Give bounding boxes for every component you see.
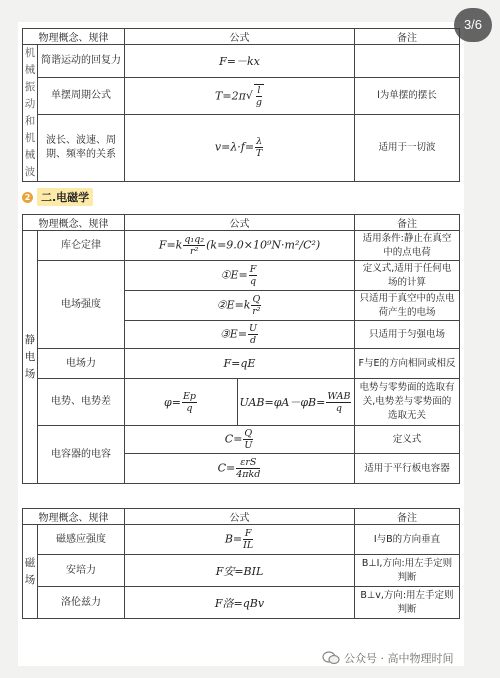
concept-name: 库仑定律 <box>38 231 125 261</box>
table-row <box>23 77 460 114</box>
fraction-numerator: λ <box>256 136 263 148</box>
fraction-numerator: U <box>249 323 258 334</box>
table-row <box>23 426 460 454</box>
fraction-denominator: U <box>244 440 253 451</box>
magnetic-field-table <box>22 508 460 619</box>
fraction-denominator: T <box>255 148 263 160</box>
fraction-numerator: F <box>244 528 252 539</box>
header-note: 备注 <box>355 215 460 231</box>
fraction-denominator: 4πkd <box>236 469 261 480</box>
formula-prefix: T=2π <box>215 89 246 103</box>
header-formula: 公式 <box>125 29 355 45</box>
fraction-numerator: εrS <box>236 457 260 469</box>
note-cell <box>355 45 460 78</box>
document-page <box>18 22 464 666</box>
formula-cell: F=qE <box>125 349 355 379</box>
fraction-numerator: Q <box>252 294 261 305</box>
section-title: 二.电磁学 <box>37 188 93 206</box>
table-row <box>23 231 460 261</box>
table-header-row <box>23 509 460 525</box>
header-concept: 物理概念、规律 <box>23 29 125 45</box>
fraction-numerator: Ep <box>182 390 196 402</box>
header-concept: 物理概念、规律 <box>23 215 125 231</box>
formula-cell <box>125 114 355 181</box>
table-row <box>23 525 460 555</box>
formula-prefix: B= <box>224 532 243 546</box>
table-row <box>23 114 460 181</box>
fraction-numerator: F <box>249 264 257 275</box>
fraction-numerator: WAB <box>327 390 351 402</box>
fraction-denominator: q <box>335 402 342 414</box>
watermark-text: 公众号 · 高中物理时间 <box>344 652 454 665</box>
note-cell: B⊥v,方向:用左手定则判断 <box>355 587 460 619</box>
fraction-denominator: q <box>186 402 193 414</box>
table-row <box>23 587 460 619</box>
fraction-numerator: q₁q₂ <box>184 234 205 245</box>
header-formula: 公式 <box>125 509 355 525</box>
fraction-numerator: l <box>257 84 261 96</box>
page-counter-badge: 3/6 <box>454 8 492 42</box>
note-cell: 适用条件:静止在真空中的点电荷 <box>355 231 460 261</box>
table-row <box>23 555 460 587</box>
header-note: 备注 <box>355 29 460 45</box>
fraction-denominator: d <box>250 335 257 346</box>
concept-name: 波长、波速、周期、频率的关系 <box>38 114 125 181</box>
note-cell: 电势与零势面的选取有关,电势差与零势面的选取无关 <box>355 379 460 426</box>
note-cell: I与B的方向垂直 <box>355 525 460 555</box>
note-cell: 只适用于匀强电场 <box>355 321 460 349</box>
formula-cell <box>125 525 355 555</box>
concept-name: 简谐运动的回复力 <box>38 45 125 78</box>
formula-cell <box>125 291 355 321</box>
concept-name: 电容器的电容 <box>38 426 125 484</box>
formula-prefix: v=λ·f= <box>214 140 255 154</box>
formula-cell: F洛=qBv <box>125 587 355 619</box>
note-cell: 适用于平行板电容器 <box>355 454 460 484</box>
concept-name: 磁感应强度 <box>38 525 125 555</box>
formula-cell <box>125 261 355 291</box>
concept-name: 电场强度 <box>38 261 125 349</box>
electrostatics-table <box>22 214 460 484</box>
table-row <box>23 379 460 426</box>
formula-cell <box>125 379 355 426</box>
header-note: 备注 <box>355 509 460 525</box>
category-cell: 机械振动和机械波 <box>23 45 38 182</box>
fraction-denominator: g <box>255 96 262 108</box>
formula-cell: F安=BIL <box>125 555 355 587</box>
formula-cell <box>125 426 355 454</box>
fraction-denominator: IL <box>243 540 254 551</box>
formula-prefix: C= <box>217 461 236 475</box>
note-cell: l为单摆的摆长 <box>355 77 460 114</box>
mechanical-waves-table <box>22 28 460 182</box>
wechat-icon <box>322 651 340 665</box>
header-concept: 物理概念、规律 <box>23 509 125 525</box>
formula-prefix: UAB=φA－φB= <box>239 396 326 409</box>
category-cell: 磁场 <box>23 525 38 619</box>
watermark <box>322 650 454 666</box>
formula-cell <box>125 454 355 484</box>
table-header-row <box>23 215 460 231</box>
table-header-row <box>23 29 460 45</box>
section-number-badge: 2 <box>22 192 33 203</box>
formula-cell: F=－kx <box>125 45 355 78</box>
note-cell: 定义式,适用于任何电场的计算 <box>355 261 460 291</box>
fraction-denominator: q <box>250 276 257 287</box>
note-cell: 适用于一切波 <box>355 114 460 181</box>
formula-cell <box>125 231 355 261</box>
table-row <box>23 261 460 291</box>
concept-name: 安培力 <box>38 555 125 587</box>
fraction-numerator: Q <box>244 428 253 439</box>
concept-name: 洛伦兹力 <box>38 587 125 619</box>
formula-prefix: ③E= <box>219 327 248 341</box>
fraction-denominator: r² <box>252 306 261 317</box>
table-row <box>23 349 460 379</box>
note-cell: 只适用于真空中的点电荷产生的电场 <box>355 291 460 321</box>
formula-prefix: C= <box>224 432 243 446</box>
category-cell: 静电场 <box>23 231 38 484</box>
table-row <box>23 45 460 78</box>
note-cell: B⊥I,方向:用左手定则判断 <box>355 555 460 587</box>
formula-prefix: F=k <box>158 238 183 252</box>
section-heading <box>22 188 93 206</box>
concept-name: 电场力 <box>38 349 125 379</box>
concept-name: 单摆周期公式 <box>38 77 125 114</box>
formula-suffix: (k=9.0×10⁹N·m²/C²) <box>206 238 321 252</box>
concept-name: 电势、电势差 <box>38 379 125 426</box>
fraction-denominator: r² <box>190 246 199 257</box>
formula-cell <box>125 77 355 114</box>
formula-prefix: ②E=k <box>216 298 251 312</box>
note-cell: F与E的方向相同或相反 <box>355 349 460 379</box>
sqrt-symbol: √ $\frac{l}{g}$ <box>245 84 262 108</box>
note-cell: 定义式 <box>355 426 460 454</box>
formula-prefix: ①E= <box>220 268 248 282</box>
header-formula: 公式 <box>125 215 355 231</box>
formula-prefix: φ= <box>164 395 181 409</box>
formula-cell <box>125 321 355 349</box>
